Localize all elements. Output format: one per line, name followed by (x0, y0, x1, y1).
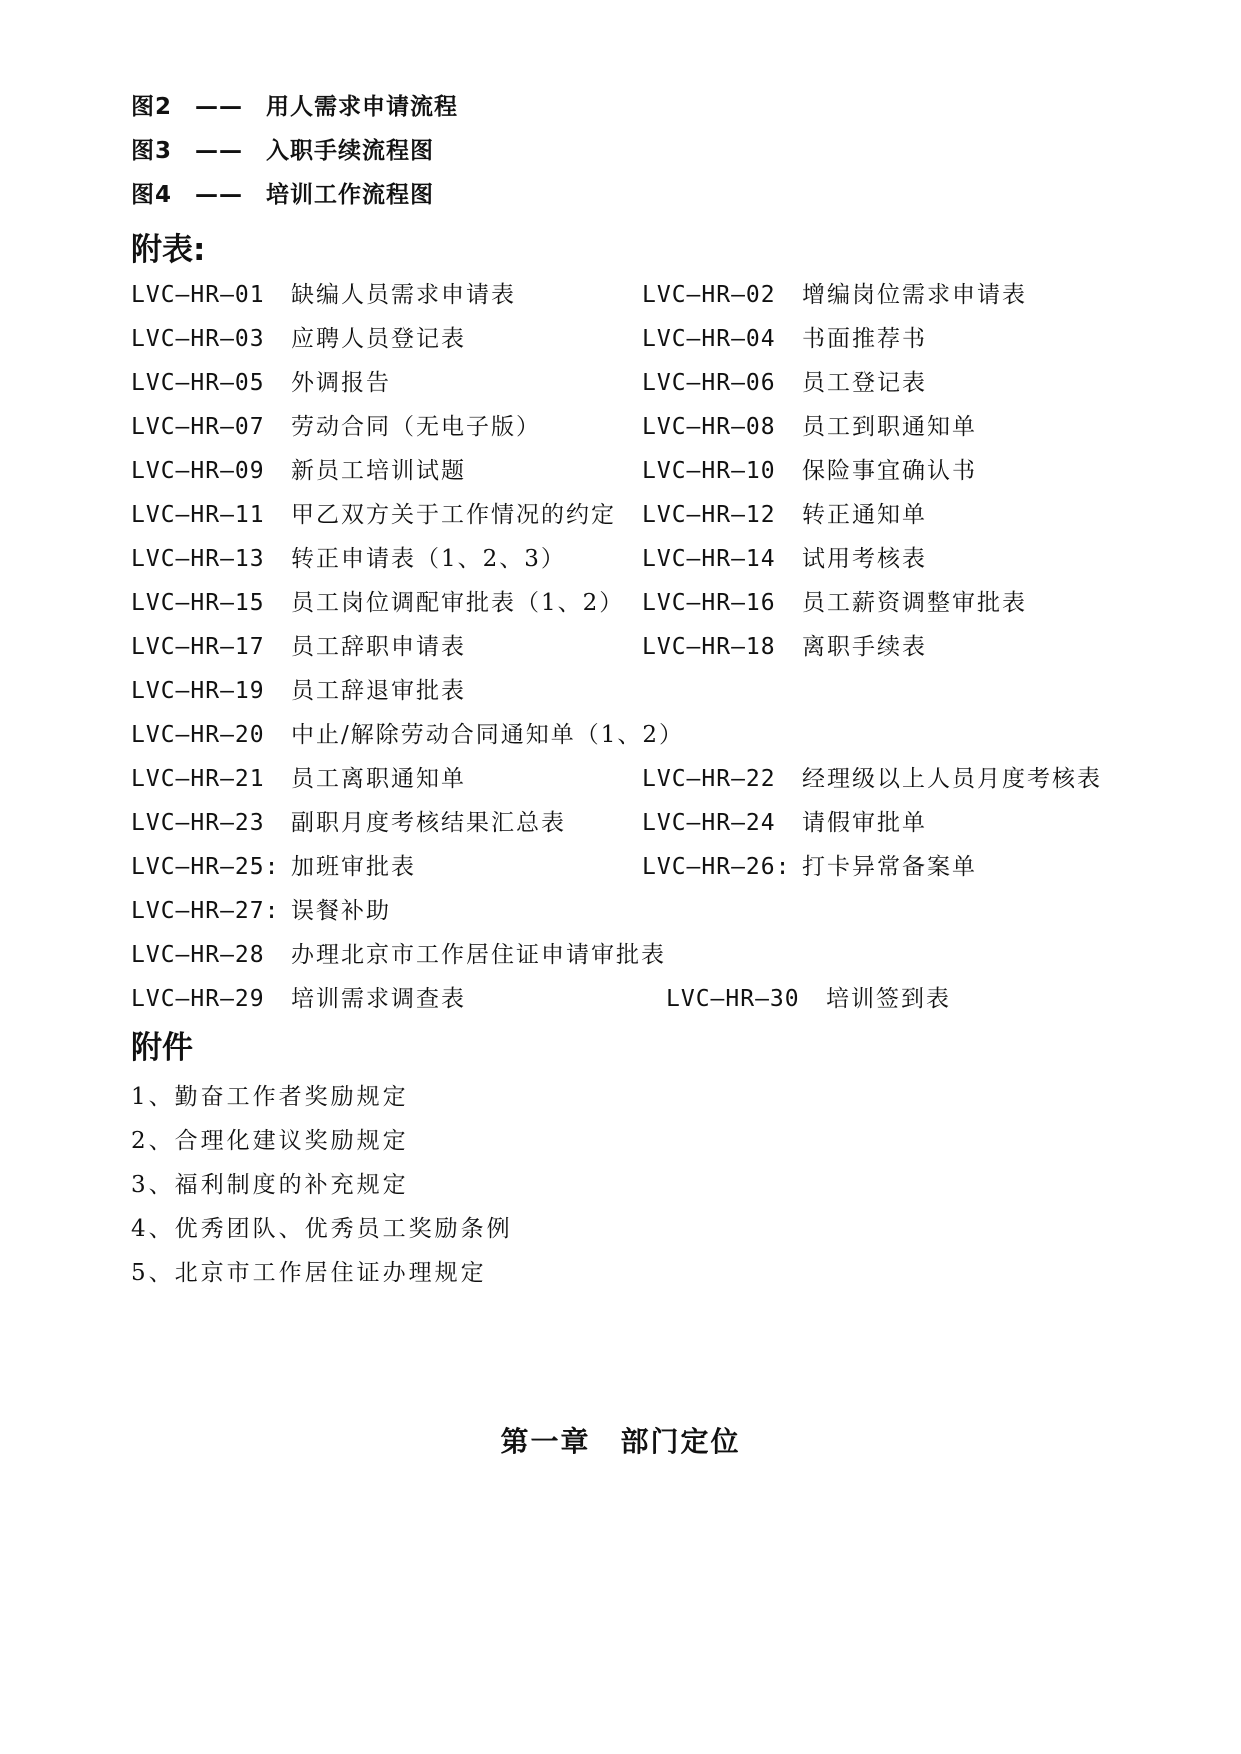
table-label: 外调报告 (291, 370, 391, 396)
figure-id: 图2 (131, 94, 173, 120)
table-row (0, 804, 1241, 834)
table-code: LVC—HR—18 (642, 634, 776, 660)
figure-id: 图3 (131, 138, 173, 164)
table-label: 转正通知单 (802, 502, 927, 528)
table-code: LVC—HR—02 (642, 282, 776, 308)
table-code: LVC—HR—22 (642, 766, 776, 792)
figure-title: 培训工作流程图 (266, 182, 435, 208)
appendix-table-item (131, 628, 466, 661)
table-label: 甲乙双方关于工作情况的约定 (291, 502, 616, 528)
attachment-item: 1、勤奋工作者奖励规定 (131, 1084, 409, 1110)
appendix-table-item (131, 584, 624, 617)
table-label: 培训签到表 (826, 986, 951, 1012)
appendix-table-item (666, 980, 951, 1013)
table-label: 试用考核表 (802, 546, 927, 572)
table-code: LVC—HR—13 (131, 546, 265, 572)
attachments-heading: 附件 (131, 1030, 193, 1066)
table-label: 离职手续表 (802, 634, 927, 660)
appendix-table-item (131, 892, 391, 925)
appendix-table-item (131, 408, 541, 441)
table-label: 员工辞职申请表 (291, 634, 466, 660)
table-code: LVC—HR—30 (666, 986, 800, 1012)
appendix-table-item (642, 408, 977, 441)
appendix-table-item (131, 276, 516, 309)
figure-line (131, 176, 434, 209)
table-label: 保险事宜确认书 (802, 458, 977, 484)
table-row (0, 716, 1241, 746)
table-label: 加班审批表 (291, 854, 416, 880)
table-code: LVC—HR—04 (642, 326, 776, 352)
table-label: 增编岗位需求申请表 (802, 282, 1027, 308)
table-label: 员工离职通知单 (291, 766, 466, 792)
chapter-title: 第一章 部门定位 (500, 1425, 741, 1458)
appendix-table-item (642, 320, 927, 353)
appendix-table-item (642, 760, 1102, 793)
table-label: 劳动合同（无电子版） (291, 414, 541, 440)
appendix-table-item (642, 276, 1027, 309)
table-row (0, 628, 1241, 658)
table-row (0, 496, 1241, 526)
appendix-table-item (131, 672, 466, 705)
table-row (0, 672, 1241, 702)
table-code: LVC—HR—11 (131, 502, 265, 528)
table-code: LVC—HR—06 (642, 370, 776, 396)
table-code: LVC—HR—08 (642, 414, 776, 440)
table-code: LVC—HR—07 (131, 414, 265, 440)
table-code: LVC—HR—03 (131, 326, 265, 352)
table-label: 新员工培训试题 (291, 458, 466, 484)
table-code: LVC—HR—01 (131, 282, 265, 308)
table-row (0, 980, 1241, 1010)
appendix-table-item (642, 848, 977, 881)
figure-dash: —— (195, 182, 244, 208)
table-code: LVC—HR—15 (131, 590, 265, 616)
table-label: 缺编人员需求申请表 (291, 282, 516, 308)
table-label: 打卡异常备案单 (802, 854, 977, 880)
table-row (0, 408, 1241, 438)
attachment-item: 2、合理化建议奖励规定 (131, 1128, 409, 1154)
figure-id: 图4 (131, 182, 173, 208)
table-label: 误餐补助 (291, 898, 391, 924)
table-code: LVC—HR—24 (642, 810, 776, 836)
table-label: 员工岗位调配审批表（1、2） (291, 590, 625, 616)
table-label: 应聘人员登记表 (291, 326, 466, 352)
appendix-table-item (131, 452, 466, 485)
table-label: 副职月度考核结果汇总表 (291, 810, 566, 836)
table-label: 员工薪资调整审批表 (802, 590, 1027, 616)
table-code: LVC—HR—29 (131, 986, 265, 1012)
table-row (0, 320, 1241, 350)
appendix-table-item (131, 320, 466, 353)
table-row (0, 276, 1241, 306)
table-code: LVC—HR—21 (131, 766, 265, 792)
table-code: LVC—HR—23 (131, 810, 265, 836)
table-code: LVC—HR—27: (131, 898, 280, 924)
table-row (0, 364, 1241, 394)
table-label: 中止/解除劳动合同通知单（1、2） (291, 722, 685, 748)
appendix-table-item (642, 496, 927, 529)
figure-line (131, 88, 458, 121)
figure-dash: —— (195, 94, 244, 120)
appendix-table-item (131, 496, 616, 529)
table-label: 员工到职通知单 (802, 414, 977, 440)
figure-dash: —— (195, 138, 244, 164)
table-row (0, 848, 1241, 878)
table-label: 办理北京市工作居住证申请审批表 (291, 942, 666, 968)
appendix-table-item (131, 364, 391, 397)
appendix-table-item (642, 364, 927, 397)
table-code: LVC—HR—25: (131, 854, 280, 880)
table-label: 培训需求调查表 (291, 986, 466, 1012)
appendix-table-item (131, 540, 566, 573)
appendix-table-item (642, 452, 977, 485)
appendix-table-item (642, 584, 1027, 617)
appendix-table-item (131, 760, 466, 793)
appendix-table-item (131, 716, 684, 749)
table-row (0, 936, 1241, 966)
appendix-table-item (131, 980, 466, 1013)
appendix-table-item (131, 804, 566, 837)
table-row (0, 452, 1241, 482)
table-code: LVC—HR—14 (642, 546, 776, 572)
table-label: 请假审批单 (802, 810, 927, 836)
appendix-table-item (642, 804, 927, 837)
figure-title: 入职手续流程图 (266, 138, 435, 164)
appendix-table-item (131, 848, 416, 881)
table-row (0, 760, 1241, 790)
table-code: LVC—HR—17 (131, 634, 265, 660)
appendix-table-item (642, 628, 927, 661)
table-row (0, 540, 1241, 570)
table-code: LVC—HR—28 (131, 942, 265, 968)
table-label: 员工辞退审批表 (291, 678, 466, 704)
table-code: LVC—HR—10 (642, 458, 776, 484)
appendix-tables-heading: 附表: (131, 232, 206, 268)
appendix-table-item (131, 936, 666, 969)
table-code: LVC—HR—16 (642, 590, 776, 616)
table-label: 书面推荐书 (802, 326, 927, 352)
table-code: LVC—HR—26: (642, 854, 791, 880)
figure-title: 用人需求申请流程 (266, 94, 459, 120)
attachment-item: 3、福利制度的补充规定 (131, 1172, 409, 1198)
table-row (0, 892, 1241, 922)
table-code: LVC—HR—19 (131, 678, 265, 704)
table-code: LVC—HR—20 (131, 722, 265, 748)
table-label: 员工登记表 (802, 370, 927, 396)
table-code: LVC—HR—12 (642, 502, 776, 528)
table-code: LVC—HR—09 (131, 458, 265, 484)
table-label: 转正申请表（1、2、3） (291, 546, 566, 572)
attachment-item: 4、优秀团队、优秀员工奖励条例 (131, 1216, 513, 1242)
table-label: 经理级以上人员月度考核表 (802, 766, 1102, 792)
appendix-table-item (642, 540, 927, 573)
table-code: LVC—HR—05 (131, 370, 265, 396)
attachment-item: 5、北京市工作居住证办理规定 (131, 1260, 487, 1286)
table-row (0, 584, 1241, 614)
figure-line (131, 132, 434, 165)
